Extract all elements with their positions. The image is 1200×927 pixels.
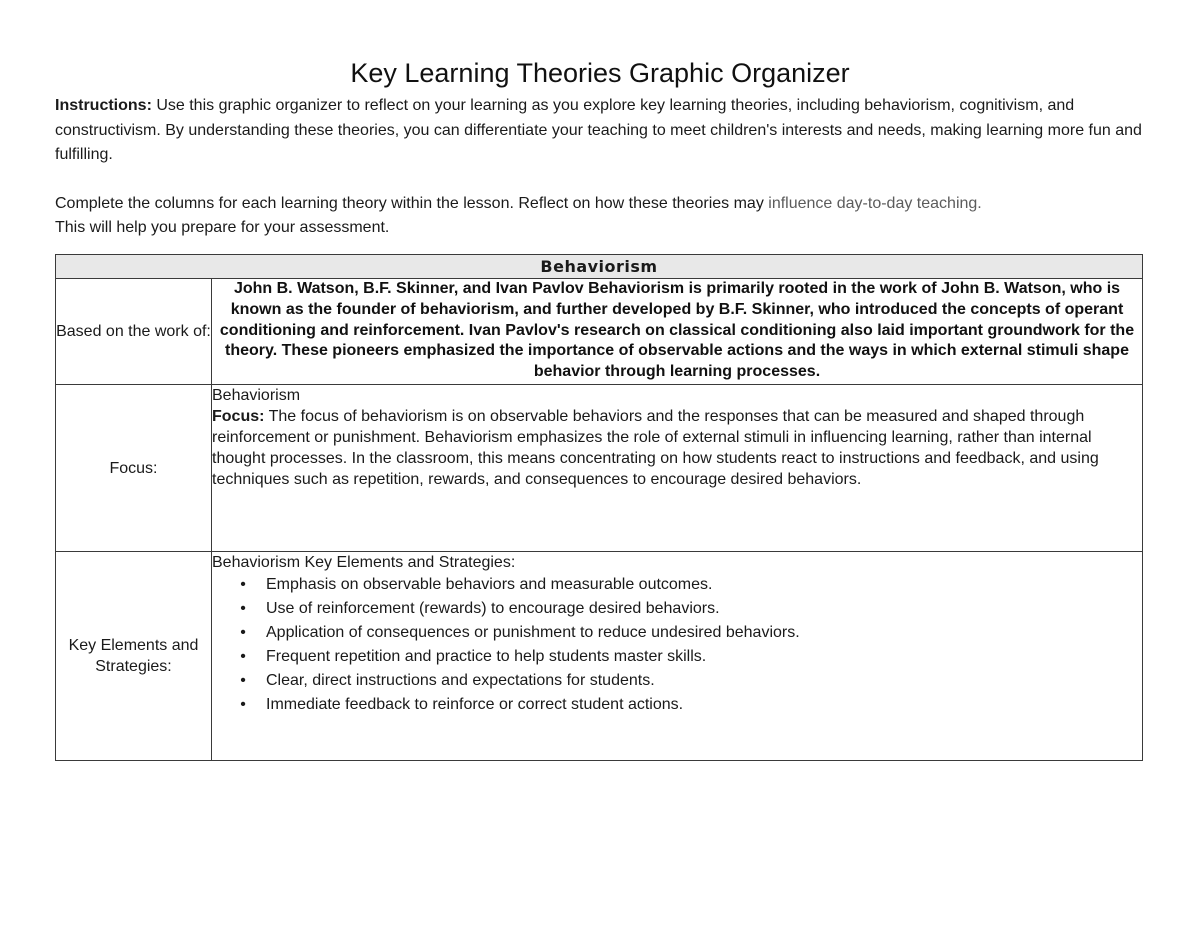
bullet-icon: • [240,696,246,713]
focus-heading: Behaviorism [212,387,301,404]
focus-inline-label: Focus: [212,408,265,425]
key-elements-list [212,573,1142,717]
bullet-icon: • [240,648,246,665]
table-row-key-elements [56,552,1143,761]
table-header-behaviorism: Behaviorism [56,255,1143,279]
bullet-icon: • [240,624,246,641]
list-item [236,669,1142,693]
list-item-text: Frequent repetition and practice to help students master skills. [266,648,707,665]
complete-text-part-1: Complete the columns for each learning theory within the lesson. Reflect on how these theories may [55,194,769,212]
list-item [236,693,1142,717]
row-label-focus: Focus: [56,385,212,552]
key-elements-heading: Behaviorism Key Elements and Strategies: [212,554,516,571]
list-item-text: Emphasis on observable behaviors and measurable outcomes. [266,576,713,593]
behaviorism-organizer-table [55,254,1143,761]
table-header-row [56,255,1143,279]
list-item [236,621,1142,645]
row-label-based-on: Based on the work of: [56,279,212,385]
instructions-text: Use this graphic organizer to reflect on your learning as you explore key learning theories, including behaviorism, cognitivism, and constructivism. By understanding these theories, you can differentiate your teaching to meet children's interests and needs, making learning more fun and fulfilling. [55,97,1142,163]
table-row-based-on [56,279,1143,385]
bullet-icon: • [240,672,246,689]
complete-paragraph [55,192,1145,241]
based-on-content: John B. Watson, B.F. Skinner, and Ivan Pavlov Behaviorism is primarily rooted in the work of John B. Watson, who is known as the founder of behaviorism, and further developed by B.F. Skinner, who introduced the concepts of operant conditioning and reinforcement. Ivan Pavlov's research on classical conditioning also laid important groundwork for the theory. These pioneers emphasized the importance of observable actions and the ways in which external stimuli shape behavior through learning processes. [212,279,1143,385]
key-elements-content [212,552,1143,761]
list-item-text: Clear, direct instructions and expectations for students. [266,672,655,689]
table-row-focus [56,385,1143,552]
bullet-icon: • [240,576,246,593]
complete-text-part-3: This will help you prepare for your assessment. [55,219,390,236]
focus-content [212,385,1143,552]
list-item [236,573,1142,597]
instructions-label: Instructions: [55,97,152,114]
focus-text: The focus of behaviorism is on observable behaviors and the responses that can be measured and shaped through reinforcement or punishment. Behaviorism emphasizes the role of external stimuli in influencing learning, rather than internal thought processes. In the classroom, this means concentrating on how students react to instructions and feedback, and using techniques such as repetition, rewards, and consequences to encourage desired behaviors. [212,408,1099,488]
page-title: Key Learning Theories Graphic Organizer [350,58,850,88]
list-item-text: Application of consequences or punishment to reduce undesired behaviors. [266,624,800,641]
list-item-text: Immediate feedback to reinforce or correct student actions. [266,696,684,713]
row-label-key-elements: Key Elements and Strategies: [56,552,212,761]
complete-text-highlight: influence day-to-day teaching. [768,194,982,212]
list-item-text: Use of reinforcement (rewards) to encourage desired behaviors. [266,600,720,617]
list-item [236,597,1142,621]
instructions-paragraph [55,94,1145,168]
instructions-block [55,94,1145,241]
bullet-icon: • [240,600,246,617]
list-item [236,645,1142,669]
